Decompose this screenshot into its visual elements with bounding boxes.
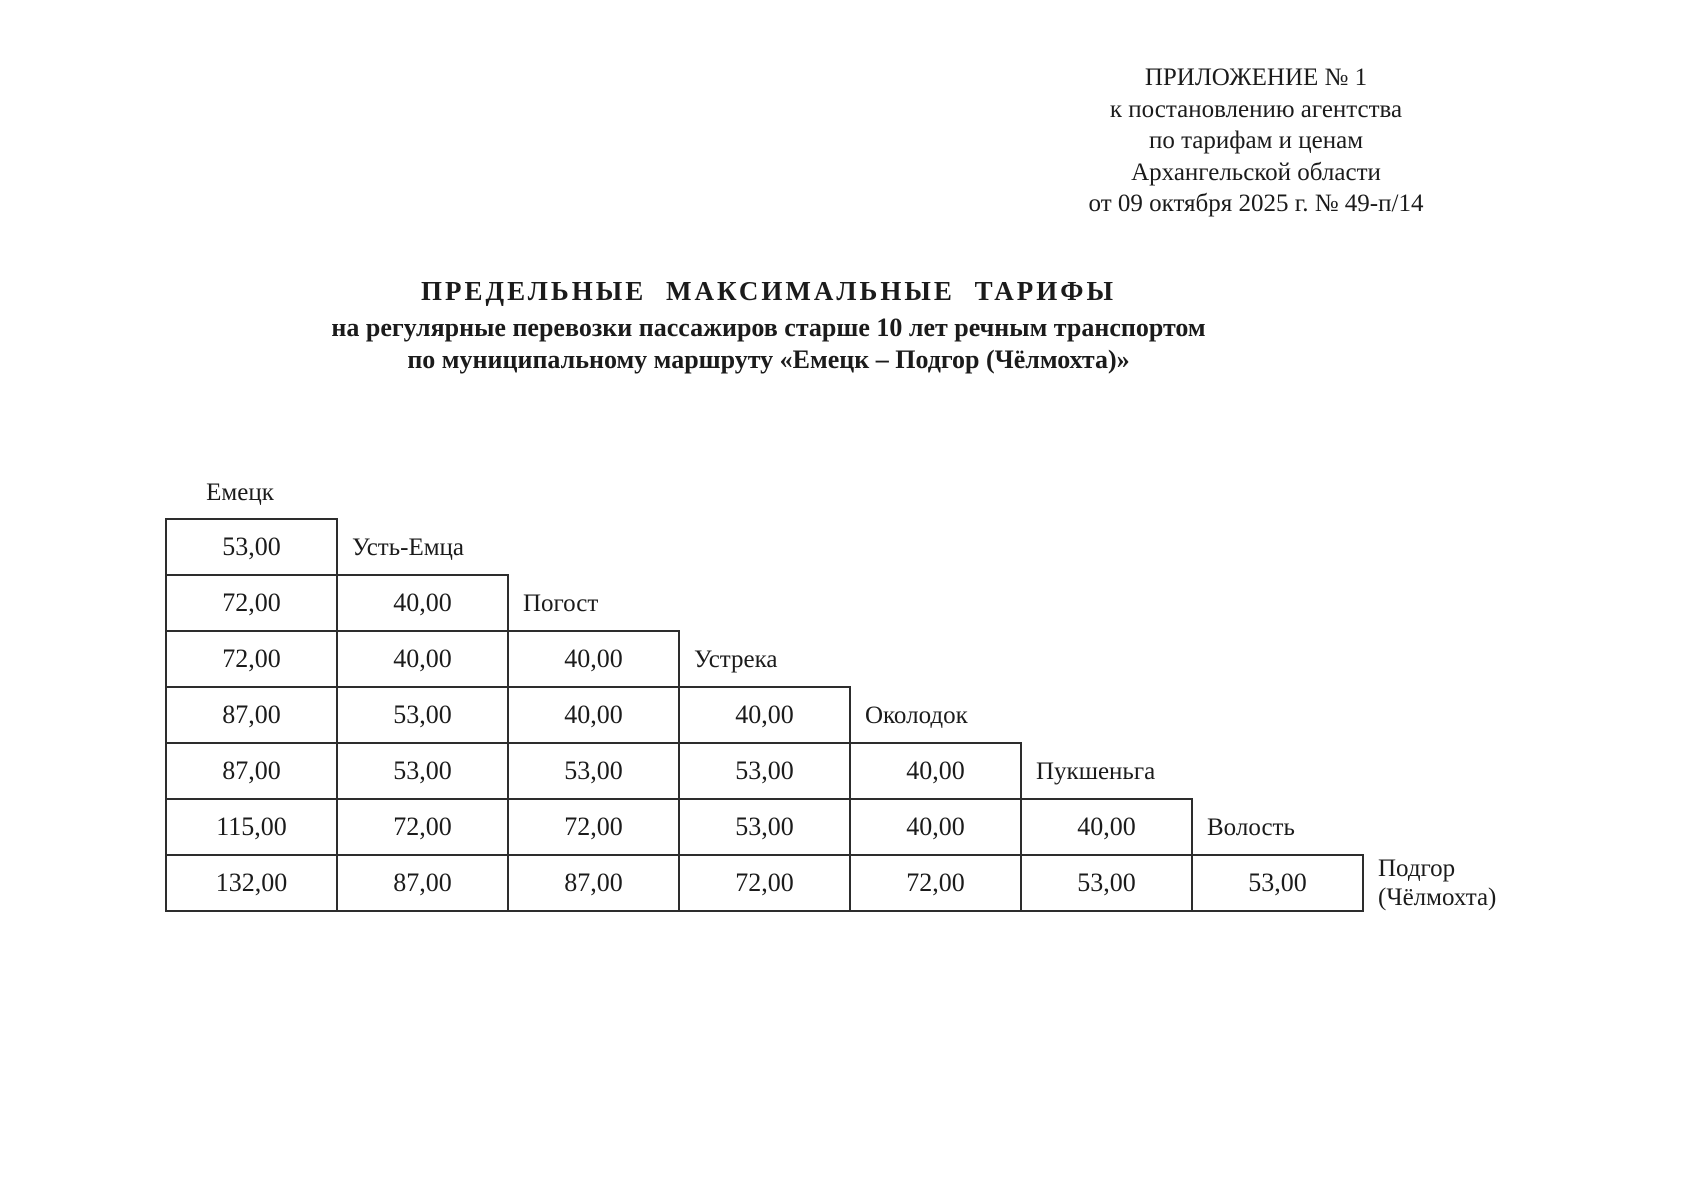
fare-table — [165, 479, 1496, 912]
origin-station-label: Емецк — [206, 479, 274, 506]
fare-cell: 72,00 — [165, 574, 338, 632]
fare-cell: 87,00 — [165, 686, 338, 744]
title-subtitle-1: на регулярные перевозки пассажиров старше 10 лет речным транспортом — [331, 313, 1206, 342]
fare-table-row — [165, 798, 1496, 856]
station-label — [1022, 742, 1155, 800]
fare-cell: 40,00 — [507, 630, 680, 688]
fare-table-row — [165, 854, 1496, 912]
fare-cell: 53,00 — [336, 686, 509, 744]
fare-cell: 53,00 — [678, 798, 851, 856]
title-subtitle-2: по муниципальному маршруту «Емецк – Подгор (Чёлмохта)» — [407, 345, 1130, 374]
station-label-line: Околодок — [865, 701, 968, 729]
station-label-line: (Чёлмохта) — [1378, 884, 1497, 911]
fare-cell: 53,00 — [165, 518, 338, 576]
station-label — [851, 686, 968, 744]
fare-cell: 115,00 — [165, 798, 338, 856]
station-label — [509, 574, 598, 632]
appendix-header-line: от 09 октября 2025 г. № 49-п/14 — [1088, 190, 1424, 217]
fare-cell: 72,00 — [849, 854, 1022, 912]
fare-cell: 40,00 — [678, 686, 851, 744]
appendix-header-line: к постановлению агентства — [1109, 95, 1403, 123]
station-label — [1364, 854, 1496, 912]
station-label — [680, 630, 777, 688]
fare-cell: 40,00 — [849, 798, 1022, 856]
station-label-line: Волость — [1207, 813, 1295, 841]
fare-cell: 53,00 — [336, 742, 509, 800]
appendix-header — [1068, 62, 1444, 220]
appendix-header-line: по тарифам и ценам — [1148, 127, 1364, 154]
fare-cell: 53,00 — [678, 742, 851, 800]
appendix-header-line: Архангельской области — [1131, 158, 1381, 186]
station-label-line: Устрека — [694, 645, 778, 673]
fare-cell: 40,00 — [1020, 798, 1193, 856]
fare-table-row — [165, 574, 1496, 632]
station-label-line: Усть-Емца — [352, 533, 465, 561]
document-title — [0, 276, 1537, 376]
fare-cell: 87,00 — [165, 742, 338, 800]
fare-table-row — [165, 686, 1496, 744]
fare-table-row — [165, 518, 1496, 576]
fare-cell: 72,00 — [507, 798, 680, 856]
fare-cell: 40,00 — [336, 574, 509, 632]
station-label — [1193, 798, 1295, 856]
fare-cell: 87,00 — [507, 854, 680, 912]
fare-cell: 40,00 — [849, 742, 1022, 800]
title-main: ПРЕДЕЛЬНЫЕ МАКСИМАЛЬНЫЕ ТАРИФЫ — [421, 276, 1116, 306]
fare-cell: 40,00 — [336, 630, 509, 688]
station-label-line: Пукшеньга — [1036, 757, 1156, 785]
station-label — [338, 518, 464, 576]
fare-cell: 72,00 — [165, 630, 338, 688]
fare-cell: 53,00 — [1191, 854, 1364, 912]
station-label-line: Погост — [523, 589, 599, 617]
appendix-header-line: ПРИЛОЖЕНИЕ № 1 — [1144, 64, 1368, 91]
fare-cell: 53,00 — [507, 742, 680, 800]
fare-cell: 72,00 — [678, 854, 851, 912]
fare-cell: 87,00 — [336, 854, 509, 912]
station-label-line: Подгор — [1378, 855, 1456, 882]
fare-cell: 40,00 — [507, 686, 680, 744]
fare-cell: 72,00 — [336, 798, 509, 856]
fare-cell: 132,00 — [165, 854, 338, 912]
fare-table-row — [165, 630, 1496, 688]
fare-table-row — [165, 742, 1496, 800]
fare-table-rows — [165, 518, 1496, 912]
fare-cell: 53,00 — [1020, 854, 1193, 912]
